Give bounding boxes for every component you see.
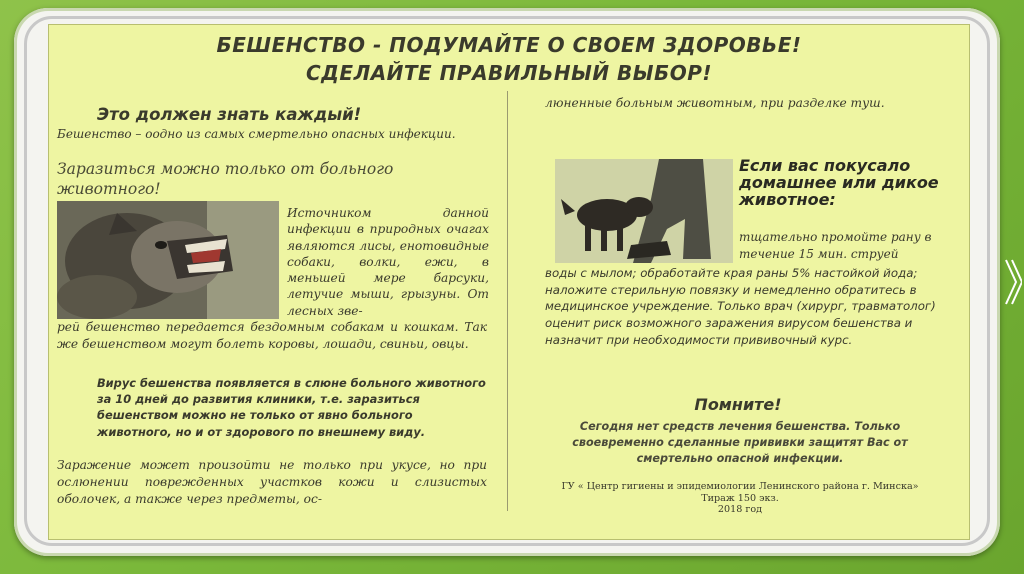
leaflet-title-line1: БЕШЕНСТВО - ПОДУМАЙТЕ О СВОЕМ ЗДОРОВЬЕ! (216, 33, 802, 57)
remember-heading: Помните! (694, 395, 782, 414)
wash-wound-text: тщательно промойте рану в течение 15 мин. струей (739, 230, 932, 261)
publication-year: 2018 год (717, 504, 763, 515)
wild-animals-text: Источником данной инфекции в природных очагах являются лисы, енотовидные собаки, волки, ежи, в меньшей мере барсуки, летучие мыши, грызуны. От лесных зве- (287, 206, 489, 318)
aggressive-dog-photo (57, 201, 279, 319)
left-heading: Это должен знать каждый! (97, 105, 362, 124)
transmission-text: Заражение может произойти не только при укусе, но при ослюнении поврежденных участков кожи и слизистых оболочек, а также через предметы, ос- (57, 458, 487, 506)
right-column (515, 89, 961, 529)
domestic-animals-text: рей бешенство передается бездомным собакам и кошкам. Так же бешенством могут болеть коровы, лошади, свиньи, овцы. (57, 320, 487, 351)
vaccination-warning-text: Сегодня нет средств лечения бешенства. Только своевременно сделанные прививки защитят Вас от смертельно опасной инфекции. (572, 420, 908, 465)
publisher-name: ГУ « Центр гигиены и эпидемиологии Ленинского района г. Минска» (561, 481, 919, 492)
column-divider (507, 91, 508, 511)
leaflet-title-line2: СДЕЛАЙТЕ ПРАВИЛЬНЫЙ ВЫБОР! (305, 61, 713, 85)
publisher-info (535, 481, 945, 516)
infection-source-warning: Заразиться можно только от больного животного! (57, 160, 394, 198)
bite-instructions-heading: Если вас покусало домашнее или дикое животное: (739, 156, 939, 209)
dog-biting-leg-photo (555, 159, 733, 263)
leaflet (48, 24, 970, 540)
slide-decoration-chevrons-icon (1002, 252, 1022, 312)
print-run: Тираж 150 экз. (701, 492, 779, 504)
transmission-continued-text: люненные больным животным, при разделке туш. (545, 96, 885, 110)
virus-saliva-text: Вирус бешенства появляется в слюне больного животного за 10 дней до развития клиники, т.е. заразиться бешенством можно не только от явно больного животного, но и от здорового по внешнему виду. (97, 376, 486, 439)
first-aid-text: воды с мылом; обработайте края раны 5% настойкой йода; наложите стерильную повязку и немедленно обратитесь в медицинское учреждение. Только врач (хирург, травматолог) оценит риск возможного заражения вирусом бешенства и назначит при необходимости прививочный курс. (545, 266, 936, 347)
rabies-definition-text: Бешенство – оодно из самых смертельно опасных инфекции. (57, 127, 456, 141)
left-column (57, 95, 495, 535)
